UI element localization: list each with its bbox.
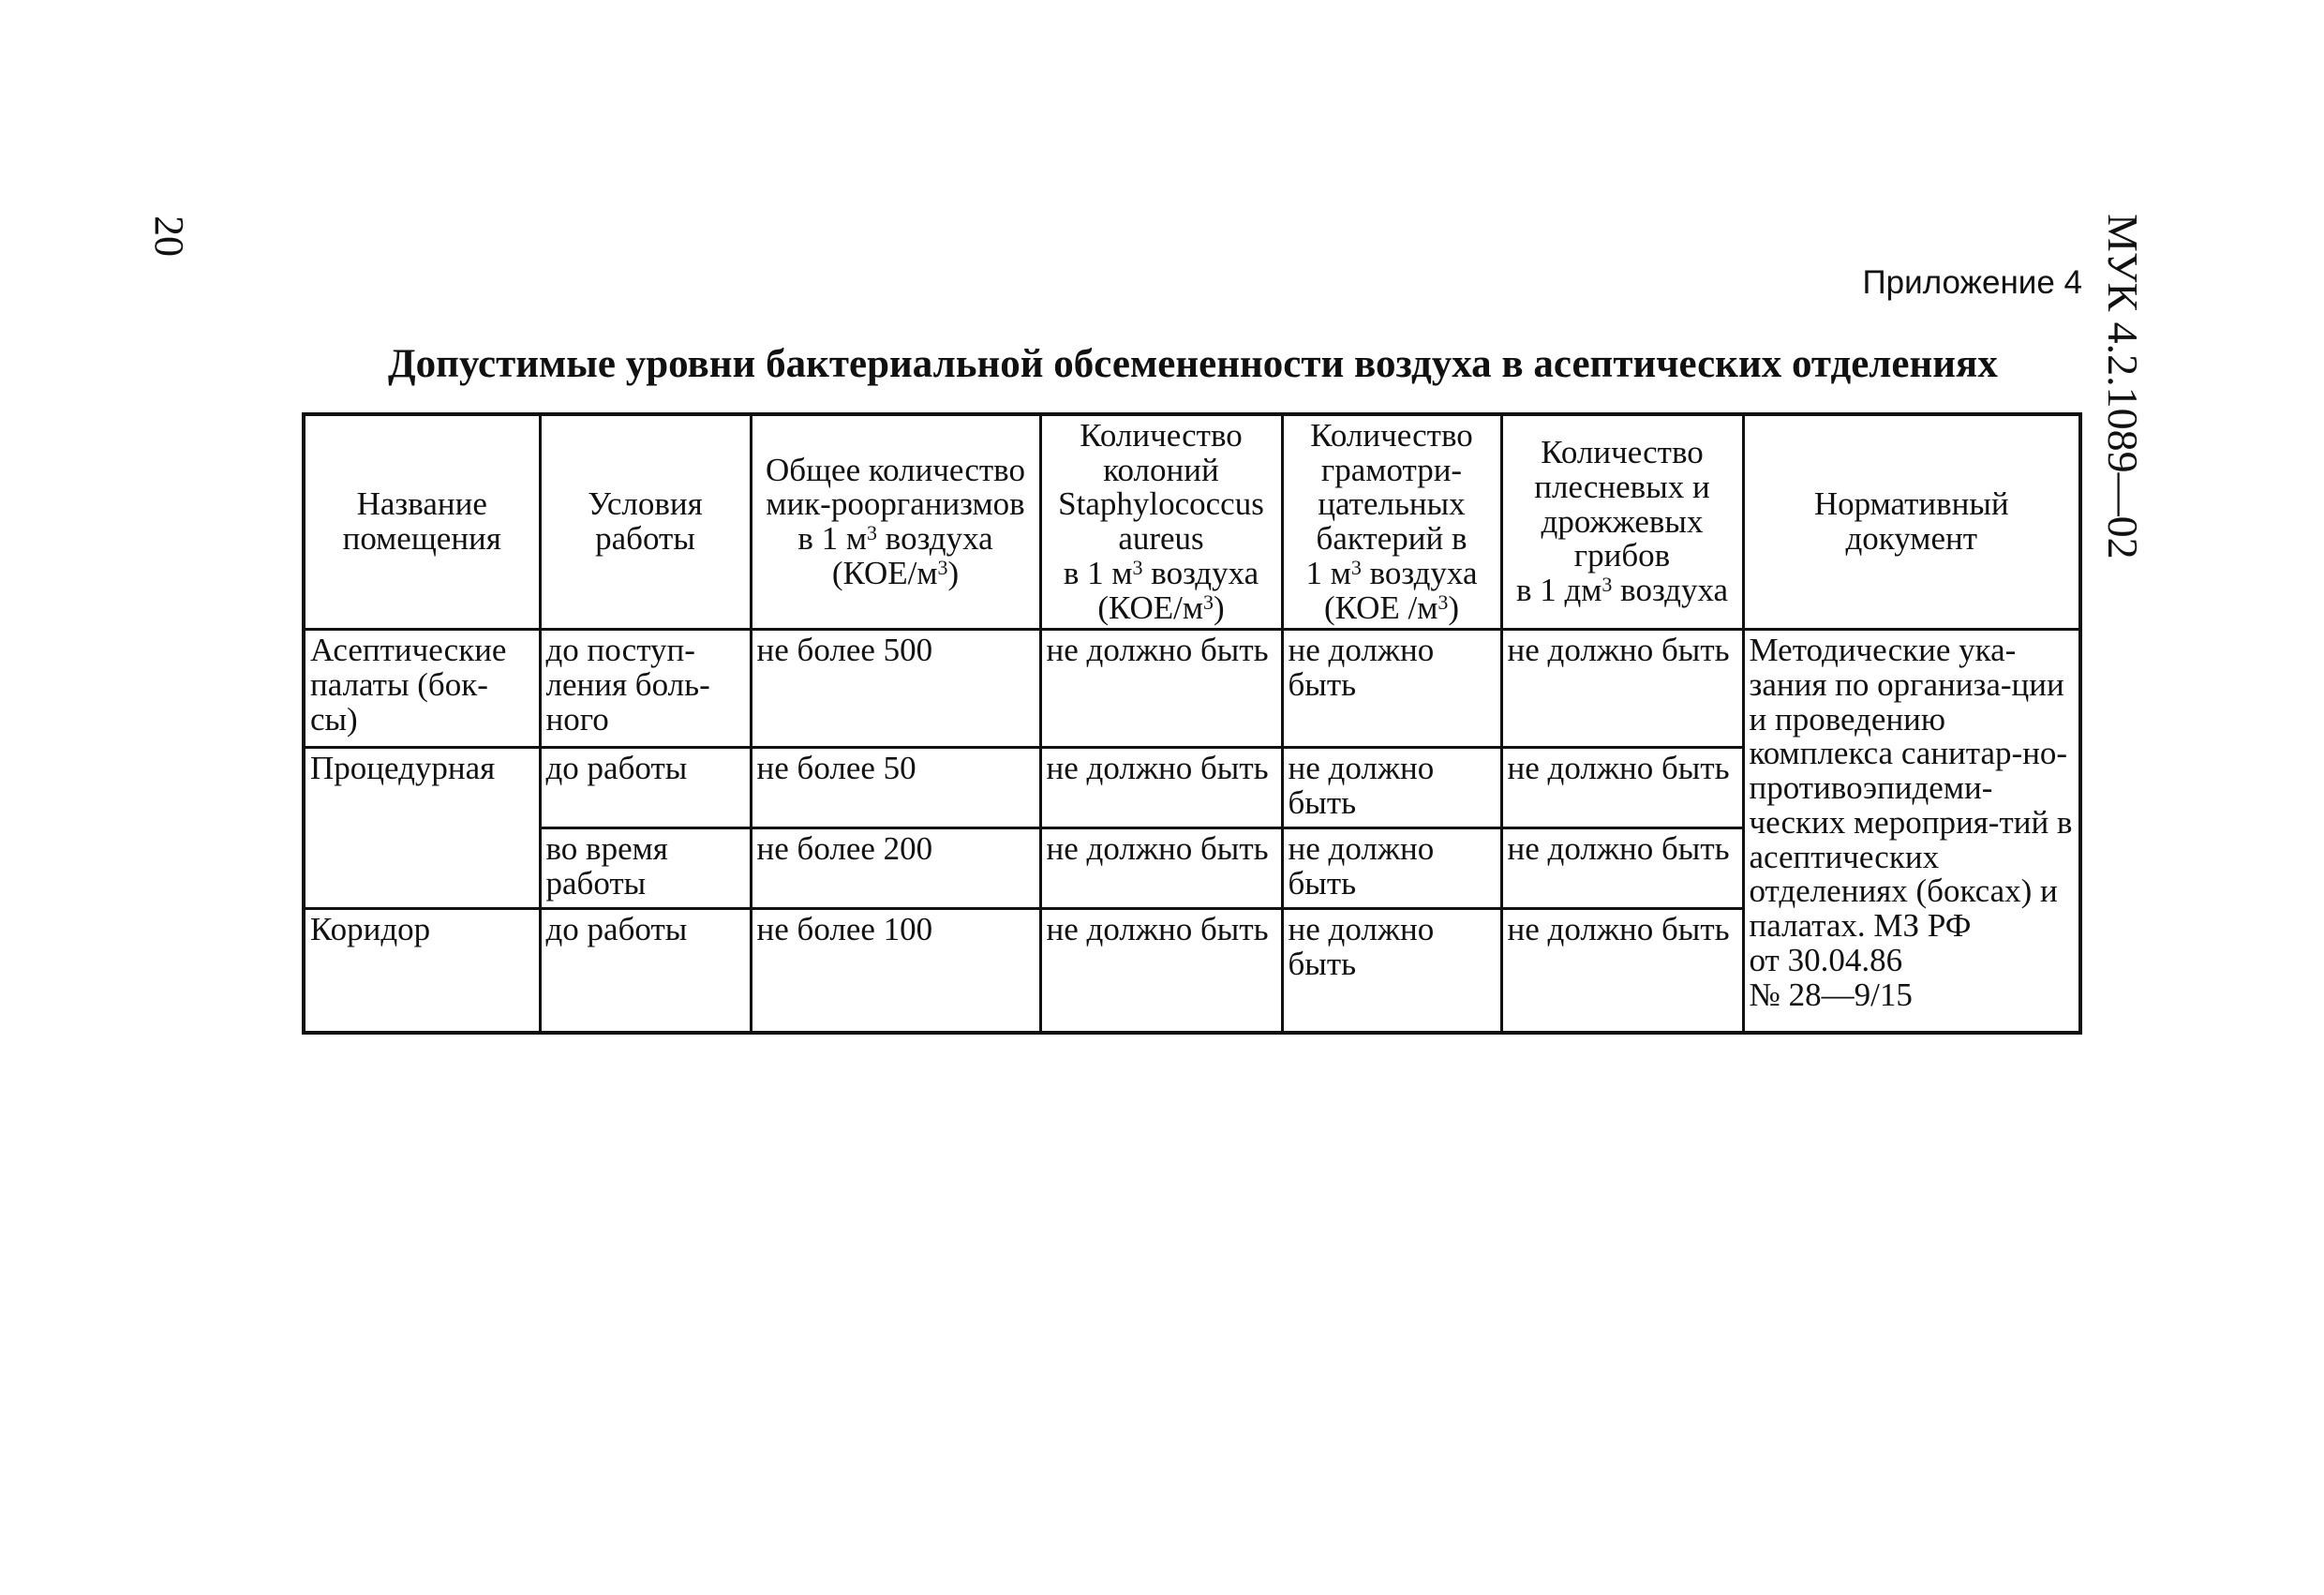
cell-staph: не должно быть xyxy=(1040,748,1282,828)
cell-fungi: не должно быть xyxy=(1501,828,1743,909)
header-fungi: Количество плесневых и дрожжевых грибов в 1 $дм^3$ воздуха xyxy=(1501,414,1743,630)
table-header-row xyxy=(304,414,2080,630)
header-total-microorganisms: Общее количество мик-роорганизмов в 1 $м^3$ воздуха $(КОЕ/м^3)$ xyxy=(751,414,1040,630)
cell-conditions: до работы xyxy=(540,909,751,1033)
cell-room: Коридор xyxy=(304,909,540,1033)
page-title: Допустимые уровни бактериальной обсемененности воздуха в асептических отделениях xyxy=(388,342,1998,386)
cell-gram: не должно быть xyxy=(1282,630,1501,748)
cell-total: не более 100 xyxy=(751,909,1040,1033)
table-row xyxy=(304,630,2080,748)
cell-gram: не должно быть xyxy=(1282,909,1501,1033)
cell-total: не более 200 xyxy=(751,828,1040,909)
cell-staph: не должно быть xyxy=(1040,630,1282,748)
cell-total: не более 50 xyxy=(751,748,1040,828)
cell-gram: не должно быть xyxy=(1282,748,1501,828)
header-document: Нормативный документ xyxy=(1743,414,2080,630)
cell-conditions: во время работы xyxy=(540,828,751,909)
cell-document-ref: Методические ука-зания по организа-ции и проведению комплекса санитар-но-противоэпидеми-ческих мероприя-тий в асептических отделениях (боксах) и палатах. МЗ РФ от 30.04.86 № 28—9/15 xyxy=(1743,630,2080,1033)
cell-fungi: не должно быть xyxy=(1501,909,1743,1033)
header-staphylococcus: Количество колоний Staphylococcus aureus в 1 $м^3$ воздуха $(КОЕ/м^3)$ xyxy=(1040,414,1282,630)
cell-conditions: до поступ-ления боль-ного xyxy=(540,630,751,748)
cell-room: Асептические палаты (бок-сы) xyxy=(304,630,540,748)
air-contamination-table xyxy=(302,412,2082,1035)
appendix-label: Приложение 4 xyxy=(1862,264,2082,301)
page-number: 20 xyxy=(146,216,192,257)
document-code: МУК 4.2.1089—02 xyxy=(2099,214,2147,559)
cell-staph: не должно быть xyxy=(1040,909,1282,1033)
cell-room: Процедурная xyxy=(304,748,540,909)
header-conditions: Условия работы xyxy=(540,414,751,630)
cell-staph: не должно быть xyxy=(1040,828,1282,909)
header-room: Название помещения xyxy=(304,414,540,630)
header-gram-negative: Количество грамотри-цательных бактерий в 1 $м^3$ воздуха (КОЕ $/м^3$) xyxy=(1282,414,1501,630)
cell-fungi: не должно быть xyxy=(1501,630,1743,748)
cell-gram: не должно быть xyxy=(1282,828,1501,909)
cell-conditions: до работы xyxy=(540,748,751,828)
cell-total: не более 500 xyxy=(751,630,1040,748)
cell-fungi: не должно быть xyxy=(1501,748,1743,828)
